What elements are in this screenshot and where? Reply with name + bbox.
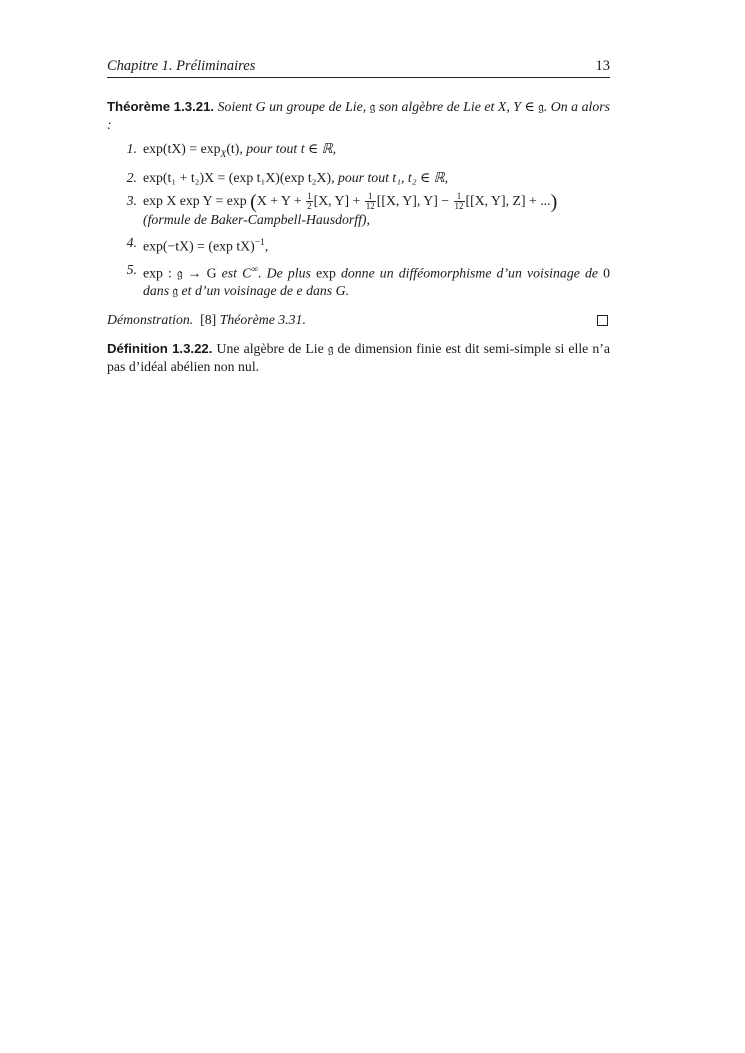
item-text: , pour tout xyxy=(331,169,393,185)
item-text: dans xyxy=(143,283,173,299)
fraction-den: 12 xyxy=(365,201,375,212)
definition-text: de dimension finie est dit semi-simple si elle n’a pas d’idéal abélien non nul. xyxy=(107,341,611,375)
item-text: . xyxy=(345,283,350,299)
formula-name: (formule de Baker-Campbell-Hausdorff), xyxy=(143,212,370,228)
theorem-block xyxy=(107,98,610,300)
math: exp(−tX) = (exp tX) xyxy=(143,238,255,254)
theorem-items xyxy=(107,140,610,300)
math: exp xyxy=(315,265,336,281)
definition-label: Définition 1.3.22. xyxy=(107,341,213,357)
item-text: . De plus xyxy=(258,265,316,281)
theorem-text: Soient xyxy=(217,99,256,114)
math: (t) xyxy=(226,141,240,156)
math-XY: X, Y ∈ xyxy=(497,99,539,114)
fraction-num: 1 xyxy=(307,191,312,202)
math: X + Y + xyxy=(256,192,306,208)
math: 0 xyxy=(603,265,610,281)
math: exp X exp Y = exp xyxy=(143,192,251,208)
math: exp(tX) = exp xyxy=(143,141,221,156)
running-header xyxy=(107,58,610,78)
qed-square-icon xyxy=(597,315,608,326)
theorem-text: son algèbre de Lie et xyxy=(375,99,498,114)
item-text: donne un difféomorphisme d’un voisinage xyxy=(335,265,580,281)
fraction xyxy=(306,192,313,211)
item-text: et d’un voisinage de xyxy=(178,283,297,299)
math: G xyxy=(335,283,346,299)
item-number: 5. xyxy=(126,261,137,277)
item-text: , xyxy=(444,169,449,185)
item-number: 3. xyxy=(126,192,137,208)
math: C xyxy=(242,265,252,281)
definition-block xyxy=(107,340,610,376)
math: t ∈ ℝ xyxy=(300,141,333,156)
theorem-text: . On a alors : xyxy=(107,99,610,132)
theorem-text: un groupe de Lie, xyxy=(265,99,370,114)
math: e xyxy=(296,283,303,299)
item-text: dans xyxy=(302,283,336,299)
math: → G xyxy=(182,265,217,281)
fraction-den: 2 xyxy=(307,201,312,212)
math: [[X, Y], Z] + ... xyxy=(465,192,551,208)
math-sub: X xyxy=(220,149,227,160)
page-number: 13 xyxy=(595,58,610,74)
math-lie-algebra: 𝔤 xyxy=(327,341,334,357)
list-item xyxy=(107,169,610,187)
proof-text: Théorème 3.31. xyxy=(219,312,306,328)
chapter-title: Chapitre 1. Préliminaires xyxy=(107,58,256,74)
item-text: , xyxy=(264,238,269,254)
fraction-num: 1 xyxy=(365,192,376,202)
math: t₁, t₂ ∈ ℝ xyxy=(392,169,445,185)
item-number: 4. xyxy=(126,235,137,251)
fraction xyxy=(365,192,376,211)
math-sup: −1 xyxy=(254,238,265,249)
math-G: G xyxy=(255,99,266,114)
list-item xyxy=(107,234,610,256)
proof-block xyxy=(107,312,610,328)
item-number: 1. xyxy=(126,141,137,156)
fraction-num: 1 xyxy=(454,192,465,202)
math: [[X, Y], Y] − xyxy=(376,192,453,208)
big-paren-right: ) xyxy=(550,190,558,213)
math: [X, Y] + xyxy=(313,192,364,208)
math-lie-algebra: 𝔤 xyxy=(176,265,183,281)
item-number: 2. xyxy=(126,169,137,185)
fraction-den: 12 xyxy=(454,201,464,212)
list-item xyxy=(107,192,610,229)
math: exp : xyxy=(143,265,177,281)
math-lie-algebra: 𝔤 xyxy=(538,99,544,114)
list-item xyxy=(107,261,610,301)
math-sup: ∞ xyxy=(251,264,259,275)
item-text: de xyxy=(584,265,604,281)
page xyxy=(107,58,610,376)
item-text: est xyxy=(216,265,243,281)
proof-label: Démonstration. xyxy=(107,312,194,328)
math-lie-algebra: 𝔤 xyxy=(172,283,179,299)
list-item xyxy=(107,140,610,164)
theorem-label: Théorème 1.3.21. xyxy=(107,99,215,114)
definition-text: Une algèbre de Lie xyxy=(216,341,328,357)
big-paren-left: ( xyxy=(250,190,257,213)
math: exp(t₁ + t₂)X = (exp t₁X)(exp t₂X) xyxy=(143,169,332,185)
item-text: , pour tout xyxy=(239,141,301,156)
citation-link[interactable]: [8] xyxy=(200,312,217,328)
math-lie-algebra: 𝔤 xyxy=(369,99,376,114)
item-text: , xyxy=(332,141,337,156)
fraction xyxy=(454,192,465,211)
